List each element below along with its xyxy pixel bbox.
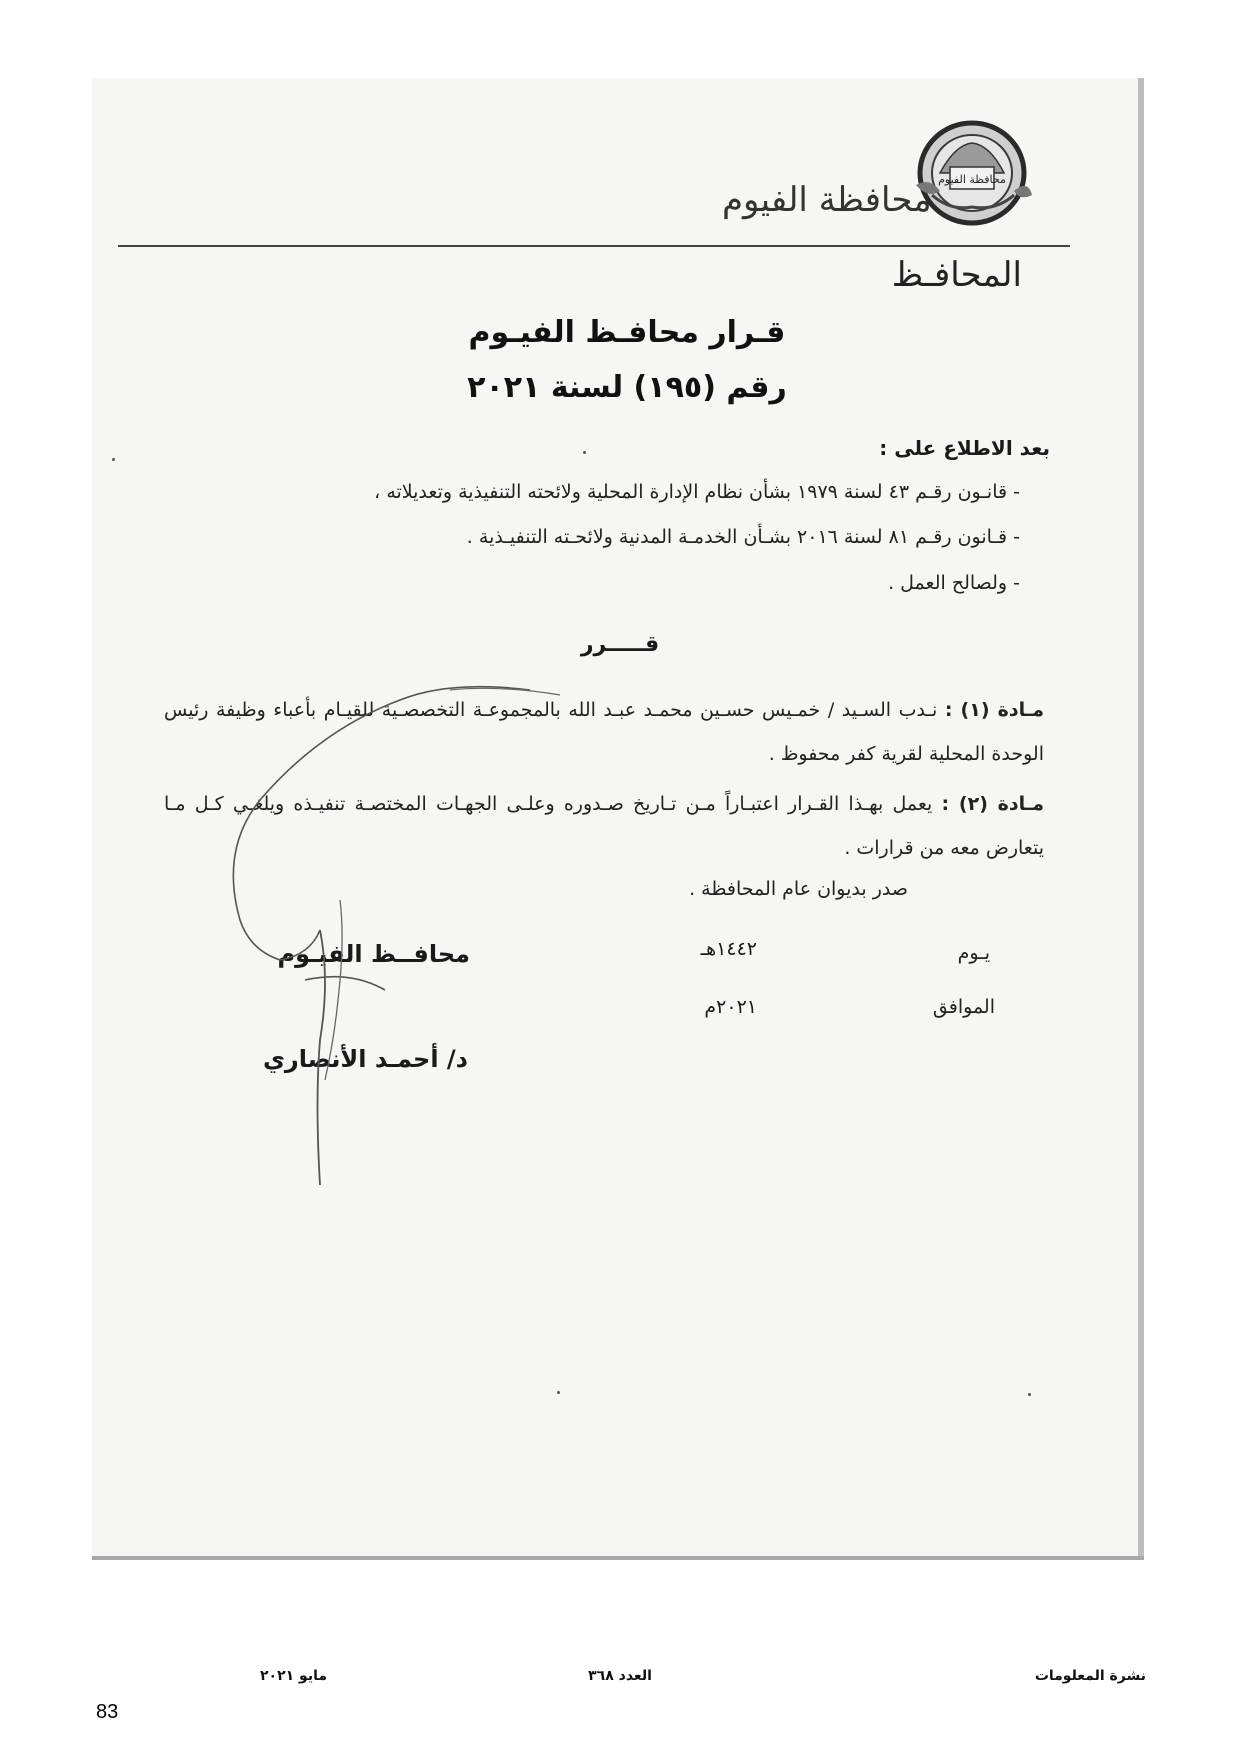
day-label: يـوم <box>957 942 990 964</box>
preamble-clause: - قـانون رقـم ٨١ لسنة ٢٠١٦ بشـأن الخدمـة المدنية ولائحـته التنفيـذية . <box>466 526 1020 548</box>
decided-heading: قـــــرر <box>580 632 660 657</box>
preamble-heading: بعد الاطلاع على : <box>879 436 1050 460</box>
scan-speck <box>112 458 115 461</box>
handwritten-signature <box>200 680 620 1200</box>
preamble-clause: - ولصالح العمل . <box>888 572 1020 594</box>
letterhead-divider <box>118 245 1070 247</box>
issued-note: صدر بديوان عام المحافظة . <box>689 878 908 900</box>
scan-edge <box>92 1556 1144 1560</box>
hijri-date: ١٤٤٢هـ <box>700 938 757 960</box>
gregorian-date: ٢٠٢١م <box>704 996 757 1018</box>
preamble-clause: - قانـون رقـم ٤٣ لسنة ١٩٧٩ بشأن نظام الإدارة المحلية ولائحته التنفيذية وتعديلاته ، <box>374 481 1020 503</box>
page-number: 83 <box>96 1701 119 1723</box>
governor-title: محافــظ الفيـوم <box>277 940 470 968</box>
footer-date: مايو ٢٠٢١ <box>260 1668 328 1684</box>
article-text: نـدب السـيد / خمـيس حسـين محمـد عبـد الله بالمجموعـة التخصصـية للقيـام بأعباء وظيفة رئيس الوحدة المحلية لقرية كفر محفوظ . <box>164 699 1044 765</box>
seal-text: محافظة الفيوم <box>938 173 1006 186</box>
footer-issue: العدد ٣٦٨ <box>588 1668 652 1684</box>
article-label: مـادة (٢) : <box>941 793 1044 815</box>
decree-title: قـرار محافـظ الفيـوم <box>468 315 786 350</box>
scan-speck <box>557 1391 560 1394</box>
letterhead-governorate-name: محافظة الفيوم <box>722 180 932 220</box>
governor-name: د/ أحمـد الأنصاري <box>262 1045 468 1073</box>
footer-publication: نشرة المعلومات <box>1034 1668 1146 1684</box>
corresponding-label: الموافق <box>932 996 995 1018</box>
decree-number: رقم (١٩٥) لسنة ٢٠٢١ <box>467 370 787 405</box>
article-label: مـادة (١) : <box>944 699 1044 721</box>
scan-speck <box>583 451 586 454</box>
scan-speck <box>1028 1393 1031 1396</box>
issuing-office: المحافـظ <box>891 255 1022 295</box>
article-text: يعمل بهـذا القـرار اعتبـاراً مـن تـاريخ صـدوره وعلـى الجهـات المختصـة تنفيـذه ويلغـي كـل مـا يتعارض معه من قرارات . <box>164 793 1044 859</box>
